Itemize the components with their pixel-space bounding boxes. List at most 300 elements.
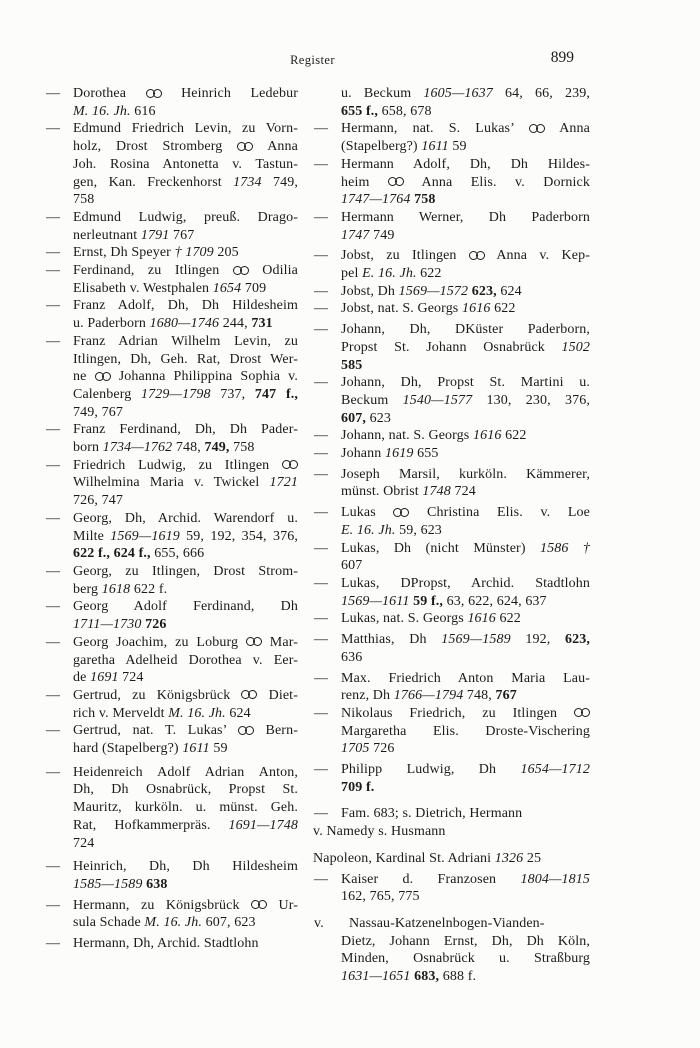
- entry-line: [73, 669, 298, 687]
- entry-line: [73, 227, 298, 245]
- entry-dash-prefix: —: [314, 209, 329, 225]
- text-segment: Mar-: [261, 634, 298, 650]
- entry-line: [341, 357, 590, 375]
- text-segment: Hermann, nat. S. Lukas’: [341, 121, 529, 137]
- text-segment: Jobst, zu Itlingen: [341, 248, 469, 264]
- entry-line: [341, 805, 590, 823]
- index-entry: [313, 705, 590, 758]
- entry-line: [73, 404, 298, 422]
- index-entry: [313, 504, 590, 539]
- entry-line: [341, 871, 590, 889]
- entry-line: [73, 85, 298, 103]
- index-entry: [313, 466, 590, 501]
- marriage-symbol-icon: [469, 251, 485, 260]
- text-segment: Milte: [73, 528, 111, 544]
- entry-line: [73, 545, 298, 563]
- entry-line: [341, 410, 590, 428]
- index-entry: [313, 631, 590, 666]
- text-segment: Johann, nat. S. Georgs: [341, 428, 473, 444]
- entry-line: [73, 368, 298, 386]
- text-segment: 767: [169, 227, 195, 243]
- index-entry: [45, 687, 298, 722]
- index-entry: [45, 858, 298, 893]
- text-segment: garetha Adelheid Dorothea v. Eer-: [73, 652, 298, 668]
- text-segment: Calenberg: [73, 386, 142, 402]
- index-entry: [45, 120, 298, 209]
- text-segment: 1585—1589: [73, 876, 143, 892]
- entry-dash-prefix: —: [46, 333, 61, 349]
- entry-line: [73, 174, 298, 192]
- marriage-symbol-icon: [574, 708, 590, 717]
- text-segment: Napoleon, Kardinal St. Adriani: [313, 850, 495, 866]
- index-entry: [313, 209, 590, 244]
- entry-line: [73, 799, 298, 817]
- entry-line: [341, 723, 590, 741]
- entry-line: [73, 835, 298, 853]
- entry-line: [73, 439, 298, 457]
- entry-line: [341, 740, 590, 758]
- text-segment: M. 16. Jh.: [73, 103, 131, 119]
- entry-line: [73, 209, 298, 227]
- index-entry: [45, 634, 298, 687]
- index-entry: [45, 85, 298, 120]
- text-segment: Anna: [544, 121, 591, 137]
- entry-line: [73, 781, 298, 799]
- entry-line: [73, 297, 298, 315]
- index-entry: [313, 823, 590, 841]
- entry-line: [73, 817, 298, 835]
- text-segment: Elisabeth v. Westphalen: [73, 280, 213, 296]
- entry-line: [73, 740, 298, 758]
- text-segment: gen, Kan. Freckenhorst: [73, 174, 234, 190]
- text-segment: Lukas, DPropst, Archid. Stadtlohn: [341, 575, 590, 591]
- text-segment: 1705: [341, 741, 370, 757]
- text-segment: Max. Friedrich Anton Maria Lau-: [341, 670, 590, 686]
- text-segment: 623,: [471, 283, 497, 299]
- text-segment: † 1709: [174, 245, 214, 261]
- entry-line: [341, 191, 590, 209]
- text-segment: 1502: [561, 339, 590, 355]
- text-segment: 726: [369, 741, 395, 757]
- index-entry: [313, 85, 590, 120]
- entry-line: [341, 156, 590, 174]
- entry-dash-prefix: —: [314, 322, 329, 338]
- text-segment: 607,: [341, 410, 366, 426]
- text-segment: 1729—1798: [141, 386, 211, 402]
- text-segment: Matthias, Dh: [341, 632, 442, 648]
- entry-dash-prefix: —: [46, 245, 61, 261]
- text-segment: 749, 767: [73, 404, 123, 420]
- text-segment: 1586 †: [540, 540, 590, 556]
- entry-line: [73, 722, 298, 740]
- entry-line: [341, 321, 590, 339]
- text-segment: 1791: [140, 227, 170, 243]
- text-segment: 59: [209, 741, 228, 757]
- entry-prefix: v.: [314, 915, 324, 931]
- text-segment: Margaretha Elis. Droste-Vischering: [341, 723, 590, 739]
- text-segment: nerleutnant: [73, 227, 141, 243]
- text-segment: 1569—1589: [441, 632, 511, 648]
- marriage-symbol-icon: [388, 177, 404, 186]
- text-segment: Jobst, nat. S. Georgs: [341, 301, 462, 317]
- text-segment: 737,: [210, 386, 255, 402]
- index-entry: [45, 421, 298, 456]
- index-entry: [45, 563, 298, 598]
- entry-line: [73, 858, 298, 876]
- text-segment: Joseph Marsil, kurköln. Kämmerer,: [341, 466, 590, 482]
- index-entry: [313, 321, 590, 374]
- index-entry: [313, 871, 590, 906]
- index-entry: [45, 510, 298, 563]
- text-segment: 623: [365, 410, 391, 426]
- marriage-symbol-icon: [246, 637, 262, 646]
- entry-dash-prefix: —: [46, 687, 61, 703]
- text-segment: (Stapelberg?): [341, 139, 422, 155]
- text-segment: 655, 666: [150, 546, 205, 562]
- text-segment: 731: [251, 316, 273, 332]
- entry-dash-prefix: —: [46, 936, 61, 952]
- text-segment: 607, 623: [202, 915, 256, 931]
- entry-line: [341, 670, 590, 688]
- page-number: 899: [550, 49, 574, 66]
- index-entry: [313, 761, 590, 796]
- entry-line: [73, 156, 298, 174]
- entry-dash-prefix: —: [46, 859, 61, 875]
- entry-dash-prefix: —: [46, 209, 61, 225]
- entry-line: [341, 174, 590, 192]
- text-segment: 1680—1746: [149, 316, 220, 332]
- index-entry: [45, 764, 298, 853]
- entry-dash-prefix: —: [314, 575, 329, 591]
- text-segment: Lukas: [341, 505, 394, 521]
- text-segment: Franz Adrian Wilhelm Levin, zu: [73, 333, 298, 349]
- entry-line: [341, 339, 590, 357]
- text-segment: 724: [73, 835, 95, 851]
- entry-dash-prefix: —: [314, 505, 329, 521]
- entry-line: [73, 138, 298, 156]
- index-column-right: [313, 85, 590, 986]
- text-segment: 1734—1762: [102, 440, 173, 456]
- text-segment: Edmund Friedrich Levin, zu Vorn-: [73, 121, 298, 137]
- index-entry: [45, 262, 298, 297]
- entry-line: [313, 850, 590, 868]
- entry-line: [73, 492, 298, 510]
- text-segment: Jobst, Dh: [341, 283, 399, 299]
- text-segment: Johanna Philippina Sophia v.: [110, 369, 298, 385]
- entry-line: [73, 914, 298, 932]
- entry-line: [341, 779, 590, 797]
- text-segment: Bern-: [253, 723, 298, 739]
- entry-line: [341, 247, 590, 265]
- entry-line: [73, 351, 298, 369]
- text-segment: renz, Dh: [341, 688, 394, 704]
- text-segment: 616: [130, 103, 156, 119]
- entry-line: [341, 283, 590, 301]
- text-segment: Philipp Ludwig, Dh: [341, 762, 521, 778]
- entry-line: [73, 876, 298, 894]
- entry-line: [341, 540, 590, 558]
- text-segment: 749,: [204, 440, 230, 456]
- entry-dash-prefix: —: [314, 375, 329, 391]
- entry-line: [341, 466, 590, 484]
- text-segment: E. 16. Jh.: [341, 522, 396, 538]
- text-segment: Kaiser d. Franzosen: [341, 871, 521, 887]
- text-segment: Heinrich, Dh, Dh Hildesheim: [73, 859, 298, 875]
- text-segment: 1631—1651: [341, 969, 411, 985]
- text-segment: 59, 192, 354, 376,: [179, 528, 298, 544]
- entry-line: [313, 823, 590, 841]
- entry-dash-prefix: —: [46, 121, 61, 137]
- marriage-symbol-icon: [393, 508, 409, 517]
- entry-dash-prefix: —: [46, 563, 61, 579]
- text-segment: 1326: [494, 850, 524, 866]
- text-segment: 658, 678: [378, 103, 432, 119]
- entry-line: [341, 392, 590, 410]
- entry-line: [341, 522, 590, 540]
- text-segment: 244,: [219, 316, 252, 332]
- index-entry: [45, 897, 298, 932]
- entry-line: [73, 386, 298, 404]
- entry-dash-prefix: —: [314, 670, 329, 686]
- index-entry: [45, 244, 298, 262]
- text-segment: 59 f.,: [413, 593, 444, 609]
- text-segment: 585: [341, 357, 363, 373]
- text-segment: 624: [496, 283, 522, 299]
- text-segment: 622: [501, 428, 527, 444]
- text-segment: berg: [73, 581, 102, 597]
- text-segment: heim: [341, 174, 388, 190]
- text-segment: Anna v. Kep-: [484, 248, 590, 264]
- entry-dash-prefix: —: [46, 298, 61, 314]
- entry-line: [341, 968, 590, 986]
- index-entry: [313, 374, 590, 427]
- entry-line: [73, 280, 298, 298]
- index-entry: [45, 209, 298, 244]
- text-segment: 1711—1730: [73, 617, 142, 633]
- marriage-symbol-icon: [251, 900, 267, 909]
- entry-dash-prefix: —: [46, 457, 61, 473]
- entry-line: [341, 687, 590, 705]
- text-segment: 205: [213, 245, 239, 261]
- index-entry: [313, 850, 590, 868]
- text-segment: 758: [414, 192, 436, 208]
- text-segment: 63, 622, 624, 637: [443, 593, 547, 609]
- text-segment: 1747: [341, 227, 370, 243]
- entry-line: [73, 103, 298, 121]
- index-entry: [45, 333, 298, 422]
- entry-dash-prefix: —: [314, 121, 329, 137]
- text-segment: 1611: [421, 139, 449, 155]
- text-segment: 1691—1748: [228, 817, 298, 833]
- text-segment: 1721: [269, 475, 298, 491]
- text-segment: 1747—1764: [341, 192, 411, 208]
- text-segment: 1569—1619: [110, 528, 180, 544]
- entry-line: [341, 445, 590, 463]
- text-segment: M. 16. Jh.: [168, 705, 226, 721]
- text-segment: Lukas, nat. S. Georgs: [341, 611, 468, 627]
- text-segment: hard (Stapelberg?): [73, 741, 183, 757]
- text-segment: 709 f.: [341, 779, 375, 795]
- index-entry: [313, 427, 590, 445]
- index-entry: [313, 610, 590, 628]
- text-segment: 622: [490, 301, 516, 317]
- text-segment: 724: [450, 484, 476, 500]
- text-segment: Hermann Werner, Dh Paderborn: [341, 209, 590, 225]
- text-segment: 59: [448, 139, 467, 155]
- text-segment: Georg Adolf Ferdinand, Dh: [73, 599, 298, 615]
- index-column-left: [45, 85, 298, 953]
- text-segment: u. Beckum: [341, 86, 424, 101]
- text-segment: Itlingen, Dh, Geh. Rat, Drost Wer-: [73, 351, 298, 367]
- text-segment: 726, 747: [73, 493, 123, 509]
- text-segment: 623,: [565, 632, 590, 648]
- text-segment: holz, Drost Stromberg: [73, 139, 238, 155]
- entry-line: [341, 138, 590, 156]
- text-segment: 622 f., 624 f.,: [73, 546, 151, 562]
- entry-line: [73, 510, 298, 528]
- text-segment: 726: [145, 617, 167, 633]
- text-segment: Nassau-Katzenelnbogen-Vianden-: [349, 915, 545, 931]
- entry-line: [341, 933, 590, 951]
- text-segment: 724: [118, 670, 144, 686]
- text-segment: Georg, Dh, Archid. Warendorf u.: [73, 510, 298, 526]
- entry-line: [73, 935, 298, 953]
- running-head-title: Register: [290, 53, 335, 67]
- entry-line: [341, 374, 590, 392]
- text-segment: Dorothea: [73, 86, 146, 101]
- entry-dash-prefix: —: [46, 86, 61, 101]
- index-entry: [313, 445, 590, 463]
- index-entry: [45, 935, 298, 953]
- text-segment: 192,: [510, 632, 565, 648]
- text-segment: 749,: [261, 174, 298, 190]
- entry-line: [73, 616, 298, 634]
- text-segment: Lukas, Dh (nicht Münster): [341, 540, 540, 556]
- index-entry: [313, 156, 590, 209]
- text-segment: Beckum: [341, 392, 403, 408]
- index-entry: [313, 670, 590, 705]
- text-segment: 1616: [467, 611, 496, 627]
- text-segment: 1734: [233, 174, 262, 190]
- text-segment: 607: [341, 558, 363, 574]
- entry-line: [73, 687, 298, 705]
- text-segment: Propst St. Johann Osnabrück: [341, 339, 562, 355]
- text-segment: Hermann, zu Königsbrück: [73, 897, 252, 913]
- entry-dash-prefix: —: [314, 611, 329, 627]
- text-segment: 59, 623: [395, 522, 442, 538]
- text-segment: 747 f.,: [254, 386, 298, 402]
- entry-line: [73, 457, 298, 475]
- text-segment: Friedrich Ludwig, zu Itlingen: [73, 457, 282, 473]
- text-segment: 709: [241, 280, 267, 296]
- text-segment: 1611: [182, 741, 210, 757]
- text-segment: 636: [341, 649, 363, 665]
- index-entry: [313, 283, 590, 301]
- text-segment: Heidenreich Adolf Adrian Anton,: [73, 764, 298, 780]
- text-segment: 683,: [414, 969, 440, 985]
- entry-line: [341, 85, 590, 103]
- marriage-symbol-icon: [237, 142, 253, 151]
- text-segment: born: [73, 440, 103, 456]
- entry-line: [73, 528, 298, 546]
- entry-line: [341, 888, 590, 906]
- entry-line: [73, 705, 298, 723]
- text-segment: 655 f.,: [341, 103, 379, 119]
- text-segment: Dietz, Johann Ernst, Dh, Dh Köln,: [341, 933, 590, 949]
- entry-dash-prefix: —: [46, 764, 61, 780]
- text-segment: 749: [369, 227, 395, 243]
- text-segment: 1605—1637: [423, 86, 493, 101]
- text-segment: Hermann, Dh, Archid. Stadtlohn: [73, 936, 259, 952]
- text-segment: Gertrud, nat. T. Lukas’: [73, 723, 238, 739]
- index-entry: [313, 575, 590, 610]
- text-segment: 1654—1712: [520, 762, 590, 778]
- text-segment: rich v. Merveldt: [73, 705, 169, 721]
- text-segment: münst. Obrist: [341, 484, 423, 500]
- entry-line: [341, 649, 590, 667]
- text-segment: 1616: [473, 428, 502, 444]
- text-segment: 1569—1572: [398, 283, 469, 299]
- text-segment: 130, 230, 376,: [472, 392, 590, 408]
- text-segment: 1618: [101, 581, 131, 597]
- entry-dash-prefix: —: [314, 446, 329, 462]
- marriage-symbol-icon: [95, 372, 111, 381]
- entry-dash-prefix: —: [314, 301, 329, 317]
- text-segment: Edmund Ludwig, preuß. Drago-: [73, 209, 298, 225]
- entry-dash-prefix: —: [46, 599, 61, 615]
- text-segment: 748,: [172, 440, 205, 456]
- text-segment: Hermann Adolf, Dh, Dh Hildes-: [341, 156, 590, 172]
- entry-line: [73, 652, 298, 670]
- text-segment: Anna: [253, 139, 298, 155]
- text-segment: Ernst, Dh Speyer: [73, 245, 175, 261]
- text-segment: M. 16. Jh.: [144, 915, 202, 931]
- entry-dash-prefix: —: [314, 705, 329, 721]
- entry-line: [341, 705, 590, 723]
- entry-line: [73, 191, 298, 209]
- text-segment: Rat, Hofkammerpräs.: [73, 817, 229, 833]
- text-segment: Christina Elis. v. Loe: [409, 505, 590, 521]
- text-segment: Minden, Osnabrück u. Straßburg: [341, 951, 590, 967]
- entry-line: [341, 265, 590, 283]
- marriage-symbol-icon: [282, 460, 298, 469]
- entry-line: [341, 427, 590, 445]
- entry-dash-prefix: —: [314, 632, 329, 648]
- text-segment: Odilia: [248, 263, 298, 279]
- text-segment: 1569—1611: [341, 593, 410, 609]
- text-segment: 162, 765, 775: [341, 889, 420, 905]
- text-segment: 622 f.: [130, 581, 168, 597]
- entry-line: [73, 764, 298, 782]
- text-segment: v. Namedy s. Husmann: [313, 824, 446, 840]
- entry-line: [73, 315, 298, 333]
- entry-dash-prefix: —: [46, 723, 61, 739]
- entry-dash-prefix: —: [46, 897, 61, 913]
- index-entry: [313, 120, 590, 155]
- text-segment: Heinrich Ledebur: [161, 86, 298, 101]
- text-segment: 748,: [463, 688, 496, 704]
- entry-line: [73, 634, 298, 652]
- text-segment: 622: [495, 611, 521, 627]
- marriage-symbol-icon: [233, 266, 249, 275]
- text-segment: E. 16. Jh.: [362, 266, 417, 282]
- text-segment: Ur-: [267, 897, 298, 913]
- entry-line: [341, 761, 590, 779]
- index-entry: [313, 915, 590, 986]
- entry-line: [341, 557, 590, 575]
- entry-line: [73, 333, 298, 351]
- entry-line: [73, 598, 298, 616]
